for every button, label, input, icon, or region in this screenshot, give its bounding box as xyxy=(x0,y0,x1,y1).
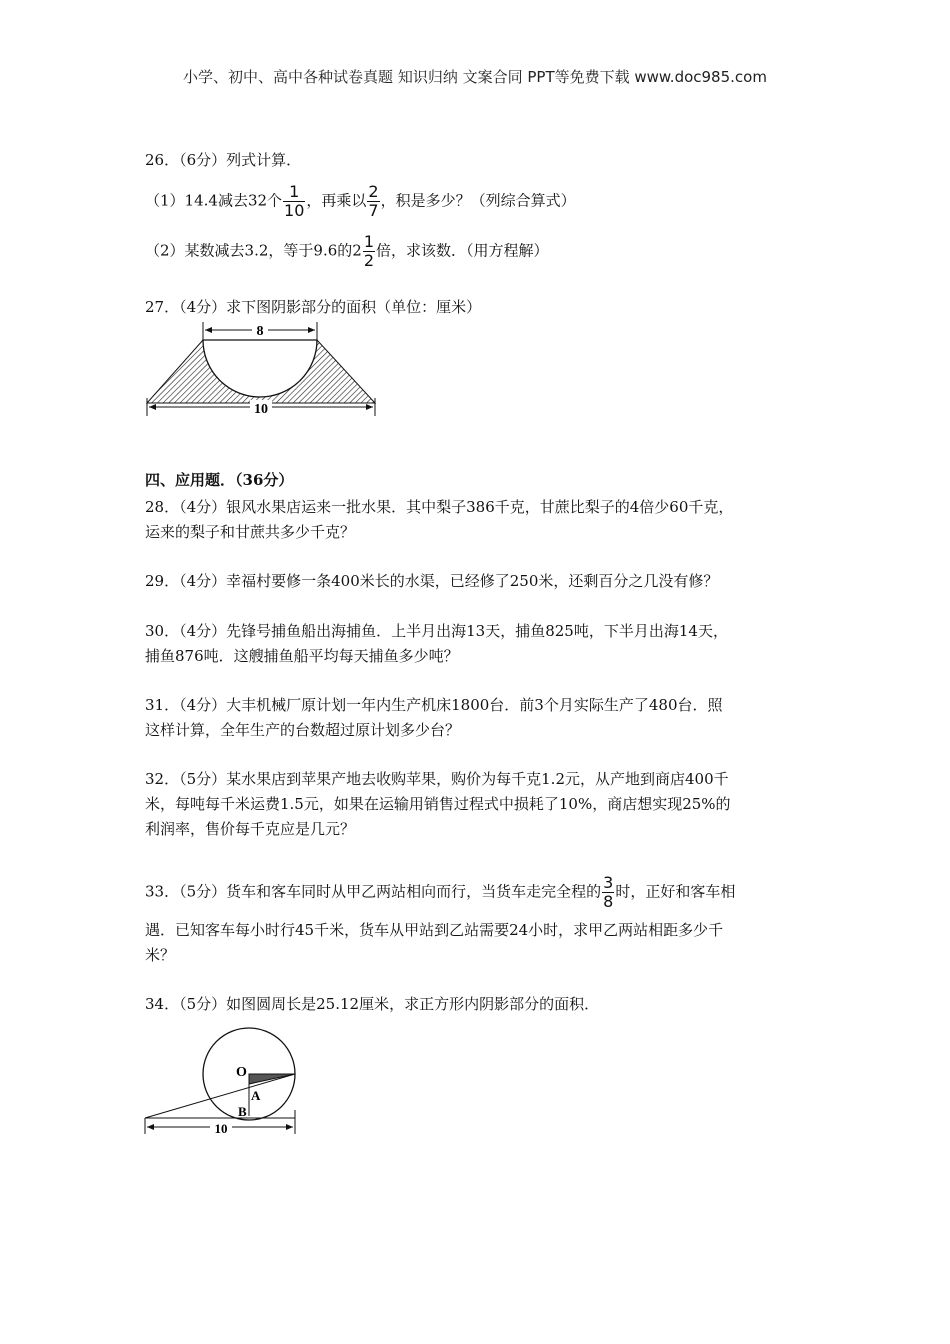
q32-line3: 利润率，售价每千克应是几元？ xyxy=(145,820,356,838)
q27-title: 27．（4分）求下图阴影部分的面积（单位：厘米） xyxy=(145,298,482,316)
fraction-3-8: $\frac{3}{8}$ xyxy=(603,873,614,911)
q32-line1: 32．（5分）某水果店到苹果产地去收购苹果，购价为每千克1.2元，从产地到商店400千 xyxy=(145,770,729,788)
q32-line2: 米，每吨每千米运费1.5元，如果在运输用销售过程式中损耗了10%，商店想实现25%的 xyxy=(145,795,731,813)
q34-label-a: A xyxy=(251,1088,261,1103)
q34-label-o: O xyxy=(236,1065,247,1080)
section-4-title: 四、应用题．（36分） xyxy=(145,471,294,489)
q34-label-b: B xyxy=(238,1104,247,1119)
q26-part2 xyxy=(145,233,549,270)
q28-line2: 运来的梨子和甘蔗共多少千克？ xyxy=(145,523,356,541)
fraction-1-10: $\frac{1}{10}$ xyxy=(284,182,305,220)
q33-line1 xyxy=(145,874,735,911)
q31-line2: 这样计算，全年生产的台数超过原计划多少台？ xyxy=(145,721,461,739)
fraction-2-7: $\frac{2}{7}$ xyxy=(368,182,379,220)
fraction-1-2: $\frac{1}{2}$ xyxy=(363,232,374,270)
q33-line3: 米？ xyxy=(145,946,176,964)
q26-part1 xyxy=(145,183,576,220)
q30-line2: 捕鱼876吨．这艘捕鱼船平均每天捕鱼多少吨？ xyxy=(145,647,459,665)
q30-line1: 30．（4分）先锋号捕鱼船出海捕鱼．上半月出海13天，捕鱼825吨，下半月出海14天， xyxy=(145,622,728,640)
q34-label-bottom: 10 xyxy=(214,1121,228,1136)
q26-part2-text-a: （2）某数减去3.2，等于9.6的2 xyxy=(145,241,362,260)
q26-title: 26．（6分）列式计算． xyxy=(145,151,302,169)
q34-figure xyxy=(140,1022,310,1140)
q33-line2: 遇．已知客车每小时行45千米，货车从甲站到乙站需要24小时，求甲乙两站相距多少千 xyxy=(145,921,724,939)
q27-label-top: 8 xyxy=(256,324,264,339)
q31-line1: 31．（4分）大丰机械厂原计划一年内生产机床1800台．前3个月实际生产了480台．照 xyxy=(145,696,723,714)
q33-line1-text-a: 33．（5分）货车和客车同时从甲乙两站相向而行，当货车走完全程的 xyxy=(145,882,602,901)
q26-part1-text-c: ，积是多少？（列综合算式） xyxy=(380,191,576,210)
q33-line1-text-b: 时，正好和客车相 xyxy=(615,882,736,901)
q26-part1-text-a: （1）14.4减去32个 xyxy=(145,191,283,210)
q26-part2-text-b: 倍，求该数．（用方程解） xyxy=(376,241,549,260)
q26-part1-text-b: ，再乘以 xyxy=(306,191,367,210)
q34-line1: 34．（5分）如图圆周长是25.12厘米，求正方形内阴影部分的面积． xyxy=(145,995,600,1013)
q28-line1: 28．（4分）银风水果店运来一批水果．其中梨子386千克，甘蔗比梨子的4倍少60千克， xyxy=(145,498,734,516)
q34-shaded-region xyxy=(249,1074,295,1084)
q27-figure xyxy=(140,318,390,422)
header-banner: 小学、初中、高中各种试卷真题 知识归纳 文案合同 PPT等免费下载 www.doc985.com xyxy=(183,68,767,86)
q29-line1: 29．（4分）幸福村要修一条400米长的水渠，已经修了250米，还剩百分之几没有修？ xyxy=(145,572,719,590)
q27-label-bottom: 10 xyxy=(254,402,268,417)
